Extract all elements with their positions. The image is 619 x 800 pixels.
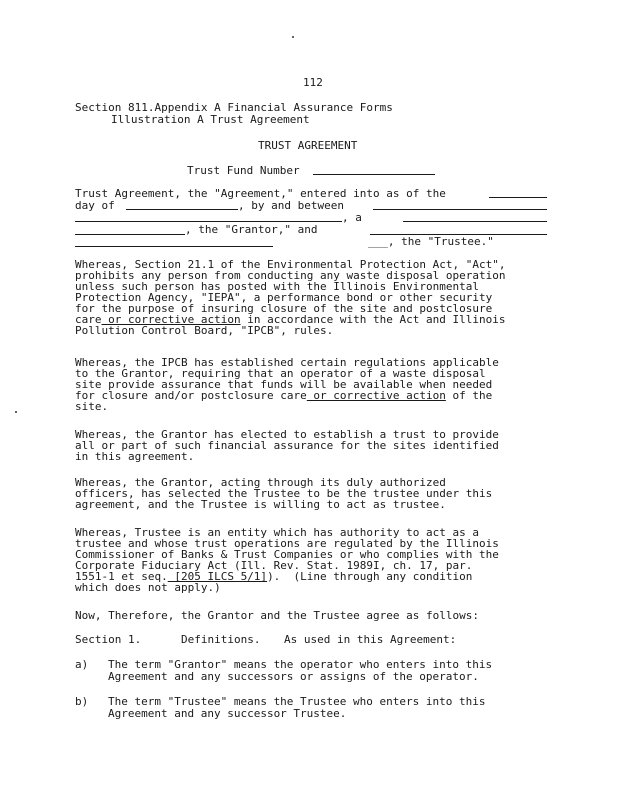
page-number: 112 — [303, 76, 323, 89]
document-title: TRUST AGREEMENT — [258, 139, 358, 152]
whereas-paragraph-2: Whereas, the IPCB has established certain regulations applicable to the Grantor, requiring that an operator of a waste disposal site provide assurance that funds will be available when needed for closure and/or postclosure care or corrective action of the site. — [75, 356, 499, 413]
grantor-state-blank[interactable] — [75, 234, 185, 235]
section-heading: Section 811.Appendix A Financial Assurance Forms — [75, 101, 393, 114]
whereas-paragraph-1: Whereas, Section 21.1 of the Environmental Protection Act, "Act", prohibits any person from conducting any waste disposal operation unless such person has posted with the Illinois Environmental Protection Agency, "IEPA", a performance bond or other security for the purpose of insuring closure of the site and postclosure care or corrective action in accordance with the Act and Illinois Pollution Control Board, "IPCB", rules. — [75, 258, 506, 337]
intro-by-and-between: , by and between — [238, 199, 344, 212]
whereas-paragraph-3: Whereas, the Grantor has elected to establish a trust to provide all or part of such financial assurance for the sites identified in this agreement. — [75, 428, 499, 463]
definition-line: The term "Grantor" means the operator who enters into this — [108, 658, 493, 671]
definition-label: a) — [75, 658, 89, 671]
inserted-text: or corrective action — [101, 313, 241, 326]
intro-a-label: , a — [342, 211, 362, 224]
whereas-paragraph-4: Whereas, the Grantor, acting through its duly authorized officers, has selected the Trustee to be the trustee under this agreement, and the Trustee is willing to act as trustee. — [75, 476, 493, 511]
section-1-title: Definitions. — [181, 633, 261, 646]
date-blank[interactable] — [489, 197, 547, 198]
scan-speck — [15, 411, 17, 413]
section-1-label: Section 1. — [75, 633, 142, 646]
trust-fund-number-label: Trust Fund Number — [187, 164, 300, 177]
now-therefore-paragraph: Now, Therefore, the Grantor and the Trustee agree as follows: — [75, 609, 479, 622]
intro-line-1: Trust Agreement, the "Agreement," entered into as of the — [75, 187, 446, 200]
grantor-entity-blank[interactable] — [403, 221, 547, 222]
trustee-entity-blank[interactable] — [75, 246, 273, 247]
definition-line: Agreement and any successor Trustee. — [108, 707, 347, 720]
intro-trustee-label: ___, the "Trustee." — [368, 235, 494, 248]
inserted-citation: [205 ILCS 5/1] — [167, 570, 268, 583]
intro-day-label: day of — [75, 199, 115, 212]
definition-label: b) — [75, 695, 89, 708]
grantor-name-blank[interactable] — [373, 209, 547, 210]
scan-speck — [292, 36, 294, 38]
intro-grantor-label: , the "Grantor," and — [185, 223, 318, 236]
definition-line: Agreement and any successors or assigns of the operator. — [108, 670, 479, 683]
whereas-paragraph-5: Whereas, Trustee is an entity which has authority to act as a trustee and whose trust operations are regulated by the Illinois Commissioner of Banks & Trust Companies or who complies with the Corporate Fiduciary Act (Ill. Rev. Stat. 1989I, ch. 17, par. 1551-1 et seq. [205 ILCS 5/1]). (Line through any condition which does not apply.) — [75, 526, 499, 594]
inserted-text: or corrective action — [306, 389, 446, 402]
day-blank[interactable] — [126, 209, 238, 210]
section-1-text: As used in this Agreement: — [284, 633, 457, 646]
grantor-name-blank-2[interactable] — [75, 221, 342, 222]
section-subheading: Illustration A Trust Agreement — [111, 113, 310, 126]
definition-line: The term "Trustee" means the Trustee who enters into this — [108, 695, 486, 708]
trust-fund-number-blank[interactable] — [313, 174, 435, 175]
